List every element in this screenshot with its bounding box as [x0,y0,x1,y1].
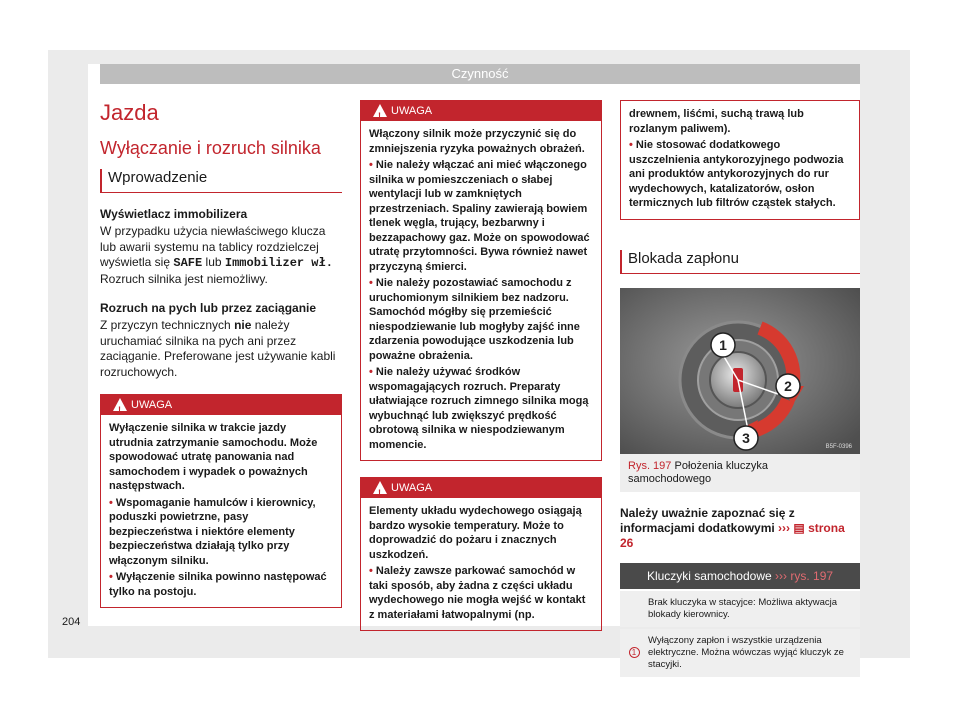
warning-bullet-text: Nie stosować dodatkowego uszczelnienia antykorozyjnego podwozia ani produktów antykorozyjnych do rur wydechowych, katalizatorów, osłon termicznych lub filtrów cząstek stałych. [629,139,844,209]
page-reference-link[interactable]: strona 26 [620,520,845,550]
ignition-figure [620,288,860,454]
warning-bullet [109,496,333,569]
bullet-icon: • [369,565,376,577]
immobilizer-paragraph [100,224,342,287]
column-1 [100,96,342,608]
warning-box [360,477,602,631]
note-text: Należy uważnie zapoznać się z informacjami dodatkowymi [620,505,795,535]
warning-intro: Włączony silnik może przyczynić się do zmniejszenia ryzyka poważnych obrażeń. [369,128,585,155]
warning-box [100,394,342,608]
push-bold-word: nie [234,318,252,332]
row-text: Wyłączony zapłon i wszystkie urządzenia elektryczne. Można wówczas wyjąć kluczyk ze stacyjki. [648,634,844,670]
warning-bullet-text: Wspomaganie hamulców i kierownicy, poduszki powietrzne, pasy bezpieczeństwa i niektóre elementy bezpieczeństwa działają tylko przy włączonym silniku. [109,496,316,567]
bullet-icon: • [629,139,636,151]
figure-label-1: 1 [719,336,727,353]
warning-intro: Wyłączenie silnika w trakcie jazdy utrudnia zatrzymanie samochodu. Może spowodować utratę panowania nad samochodem i wypadek o poważnych następstwach. [109,422,318,492]
warning-box [360,100,602,461]
figure-caption-text: Położenia kluczyka samochodowego [628,459,769,485]
warning-label: UWAGA [131,399,173,411]
warning-bullet-text: Należy zawsze parkować samochód w taki sposób, aby żadna z części układu wydechowego nie mogła wejść w kontakt z materiałami łatwopalnymi (np. [369,565,586,621]
warning-bullet-text: Nie należy włączać ani mieć włączonego silnika w pomieszczeniach o słabej wentylacji lub w zamkniętych przestrzeniach. Spaliny zawierają bowiem tlenek węgla, trujący, bezbarwny i bezzapachowy gaz. Może on spowodować utratę przytomności. Bywa również nawet przyczyną śmierci. [369,159,590,273]
page-header: Czynność [100,64,860,84]
bullet-icon: • [109,571,116,583]
safe-symbol: SAFE [173,256,203,270]
table-row [620,591,860,627]
warning-triangle-icon [373,481,387,494]
immobilizer-display-text: Immobilizer wł. [224,256,333,270]
warning-header [361,101,601,121]
immobilizer-text-1: W przypadku użycia niewłaściwego klucza lub awarii systemu na tablicy rozdzielczej wyświetla się [100,224,326,269]
warning-label: UWAGA [391,105,433,117]
figure-code: B5F-0396 [825,443,852,450]
warning-bullet [369,365,593,452]
table-header-ref[interactable]: rys. 197 [790,568,834,583]
row-num-cell [620,629,648,677]
chapter-title: Jazda [100,100,159,125]
additional-info-note [620,506,860,551]
warning-cont-text: drewnem, liśćmi, suchą trawą lub rozlanym paliwem). [629,108,804,135]
page-number: 204 [62,616,81,628]
push-start-heading: Rozruch na pych lub przez zaciąganie [100,301,317,315]
warning-triangle-icon [373,104,387,117]
warning-bullet [629,138,851,211]
warning-body [101,415,341,607]
warning-header [101,395,341,415]
warning-bullet [109,570,333,599]
figure-caption [620,454,860,492]
immobilizer-text-2: lub [205,255,222,269]
warning-bullet-text: Nie należy pozostawiać samochodu z uruchomionym silnikiem bez nadzoru. Samochód mógłby się przemieścić niespodziewanie lub mogłyby zajść inne zdarzenia powodujące uszkodzenia lub poważne obrażenia. [369,277,580,362]
section-title: Wyłączanie i rozruch silnika [100,138,321,158]
bullet-icon: • [109,496,116,509]
warning-intro: Elementy układu wydechowego osiągają bardzo wysokie temperatury. Może to doprowadzić do pożaru i znacznych uszkodzeń. [369,505,582,561]
subsection-title: Wprowadzenie [100,169,342,193]
push-text-2: należy uruchamiać silnika na pych ani przez zaciąganie. Preferowane jest używanie kabli rozruchowych. [100,318,336,379]
push-text-1: Z przyczyn technicznych [100,318,231,332]
position-1-badge: 1 [629,647,640,658]
warning-header [361,478,601,498]
table-header-arrows: ››› [775,568,788,583]
key-positions-table [620,563,860,677]
row-num-cell [620,591,648,627]
row-text: Brak kluczyka w stacyjce: Możliwa aktywacja blokady kierownicy. [648,596,837,620]
warning-body [361,498,601,630]
book-icon: ▤ [793,520,805,535]
bullet-icon: • [369,277,376,289]
push-start-paragraph [100,318,342,380]
warning-body [361,121,601,460]
column-2 [360,100,602,631]
table-header [620,563,860,589]
warning-label: UWAGA [391,482,433,494]
warning-bullet-text: Wyłączenie silnika powinno następować tylko na postoju. [109,571,327,598]
warning-bullet [369,158,593,274]
bullet-icon: • [369,159,376,171]
note-arrows: ››› [778,520,791,535]
warning-bullet [369,564,593,622]
ignition-lock-illustration [620,288,860,454]
blokada-title: Blokada zapłonu [620,250,860,274]
bullet-icon: • [369,366,376,378]
column-3 [620,100,860,677]
table-row [620,629,860,677]
warning-continuation [620,100,860,220]
table-header-title: Kluczyki samochodowe [646,568,772,583]
figure-number: Rys. 197 [628,459,672,472]
warning-bullet [369,276,593,363]
figure-label-3: 3 [742,429,750,446]
immobilizer-text-3: Rozruch silnika jest niemożliwy. [100,271,268,286]
figure-label-2: 2 [784,377,792,394]
immobilizer-heading: Wyświetlacz immobilizera [100,207,248,221]
warning-triangle-icon [113,398,127,411]
warning-bullet-text: Nie należy używać środków wspomagających rozruch. Preparaty ułatwiające rozruch zimnego silnika mogą wybuchnąć lub zwiększyć prędkość obrotową silnika w niespodziewanym momencie. [369,366,589,451]
